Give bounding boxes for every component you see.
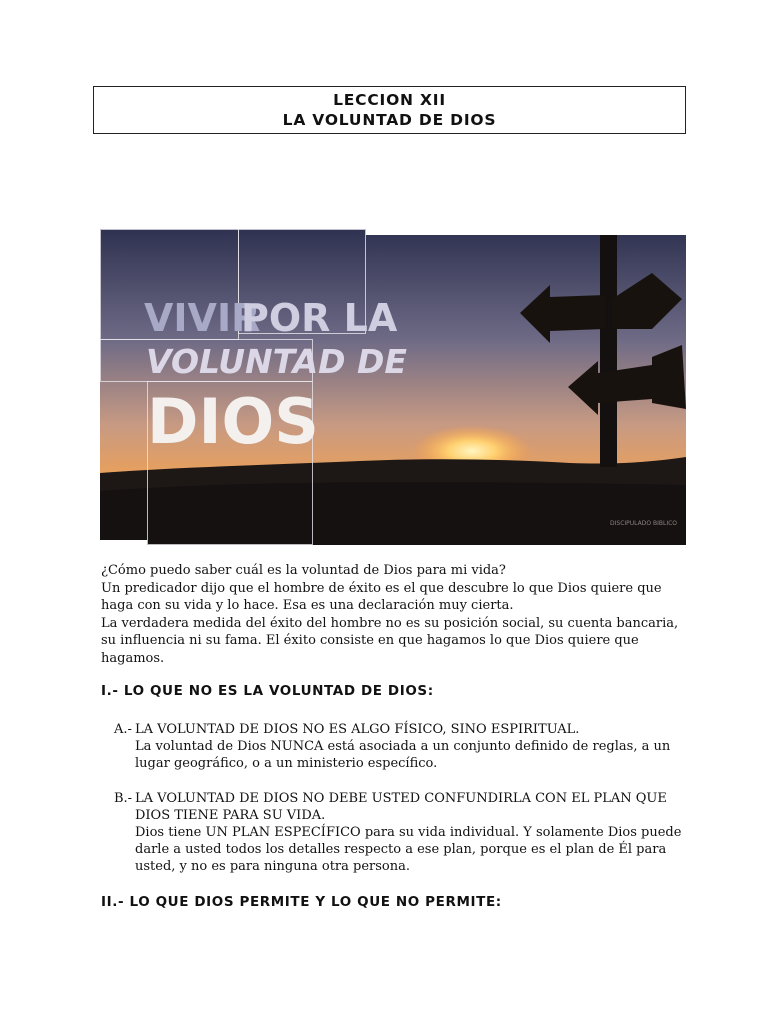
- banner-watermark: DISCIPULADO BIBLICO: [610, 520, 678, 527]
- item-a-marker: A.-: [114, 722, 132, 737]
- lesson-title: LA VOLUNTAD DE DIOS: [282, 111, 497, 129]
- intro-question: ¿Cómo puedo saber cuál es la voluntad de Dios para mi vida?: [101, 563, 506, 578]
- section-1-item-a: [114, 721, 684, 772]
- lesson-number: LECCION XII: [333, 91, 446, 109]
- intro-paragraph-3: La verdadera medida del éxito del hombre no es su posición social, su cuenta bancaria, su influencia ni su fama. El éxito consiste en que hagamos lo que Dios quiere que hagamos.: [101, 615, 679, 666]
- intro-paragraph-2: Un predicador dijo que el hombre de éxito es el que descubre lo que Dios quiere que haga con su vida y lo hace. Esa es una declaración muy cierta.: [101, 580, 662, 613]
- item-b-heading: LA VOLUNTAD DE DIOS NO DEBE USTED CONFUNDIRLA CON EL PLAN QUE DIOS TIENE PARA SU VIDA.: [135, 791, 667, 823]
- banner-text-vivir: VIVIR: [144, 296, 261, 340]
- section-2-heading: II.- LO QUE DIOS PERMITE Y LO QUE NO PERMITE:: [101, 894, 502, 910]
- item-a-text: La voluntad de Dios NUNCA está asociada a un conjunto definido de reglas, a un lugar geográfico, o a un ministerio específico.: [135, 739, 671, 771]
- banner-text-dios: DIOS: [147, 385, 319, 458]
- intro-text: [101, 562, 681, 667]
- banner-text-voluntad-de: VOLUNTAD DE: [146, 342, 407, 381]
- section-1-item-b: [114, 790, 684, 875]
- banner-text-por-la: POR LA: [241, 296, 398, 340]
- item-b-marker: B.-: [114, 791, 133, 806]
- section-1-heading: I.- LO QUE NO ES LA VOLUNTAD DE DIOS:: [101, 683, 434, 699]
- item-a-heading: LA VOLUNTAD DE DIOS NO ES ALGO FÍSICO, SINO ESPIRITUAL.: [135, 722, 580, 737]
- item-b-text: Dios tiene UN PLAN ESPECÍFICO para su vida individual. Y solamente Dios puede darle a usted todos los detalles respecto a ese plan, porque es el plan de Él para usted, y no es para ninguna otra persona.: [135, 825, 682, 874]
- banner-image: [100, 229, 686, 545]
- lesson-title-box: [93, 86, 686, 134]
